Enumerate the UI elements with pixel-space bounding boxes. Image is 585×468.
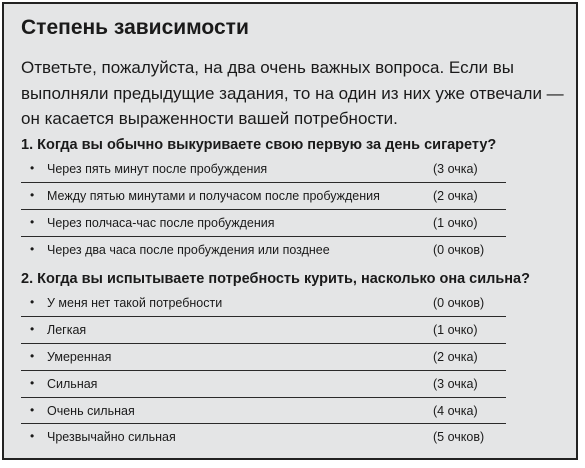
bullet: • <box>30 214 35 229</box>
answer-text: У меня нет такой потребности <box>47 296 223 310</box>
answer-item <box>21 398 506 425</box>
answer-points: (0 очков) <box>433 296 485 310</box>
bullet: • <box>30 375 35 390</box>
answer-points: (1 очко) <box>433 215 478 230</box>
bullet: • <box>30 402 35 417</box>
answer-item <box>21 183 506 210</box>
answer-text: Сильная <box>47 376 98 391</box>
bullet: • <box>30 429 35 444</box>
question-1: 1. Когда вы обычно выкуриваете свою первую за день сигарету? <box>21 137 497 153</box>
answer-item <box>21 210 506 237</box>
answer-item <box>21 371 506 398</box>
answer-item <box>21 317 506 344</box>
answer-list-2 <box>21 290 506 451</box>
answer-item <box>21 156 506 183</box>
answer-points: (5 очков) <box>433 430 485 445</box>
answer-points: (3 очка) <box>433 162 478 176</box>
bullet: • <box>30 348 35 363</box>
dependency-test-card <box>2 2 578 460</box>
question-2: 2. Когда вы испытываете потребность курить, насколько она сильна? <box>21 271 530 287</box>
bullet: • <box>30 241 35 256</box>
answer-points: (2 очка) <box>433 349 478 364</box>
bullet: • <box>30 295 35 309</box>
answer-text: Очень сильная <box>47 403 135 418</box>
answer-text: Через полчаса-час после пробуждения <box>47 215 275 230</box>
answer-item <box>21 424 506 451</box>
answer-text: Через пять минут после пробуждения <box>47 162 268 176</box>
answer-points: (4 очка) <box>433 403 478 418</box>
answer-points: (3 очка) <box>433 376 478 391</box>
answer-text: Между пятью минутами и получасом после пробуждения <box>47 188 380 203</box>
answer-text: Через два часа после пробуждения или позднее <box>47 242 330 257</box>
answer-points: (0 очков) <box>433 242 485 257</box>
answer-points: (2 очка) <box>433 188 478 203</box>
card-title: Степень зависимости <box>21 16 249 39</box>
bullet: • <box>30 187 35 202</box>
answer-text: Умеренная <box>47 349 112 364</box>
answer-item <box>21 237 506 264</box>
answer-points: (1 очко) <box>433 322 478 337</box>
bullet: • <box>30 161 35 175</box>
answer-item <box>21 290 506 317</box>
answer-text: Чрезвычайно сильная <box>47 430 176 445</box>
intro-text: Ответьте, пожалуйста, на два очень важных вопроса. Если вы выполняли предыдущие задания, то на один из них уже отвечали — он касается выраженности вашей потребности. <box>21 58 564 128</box>
bullet: • <box>30 321 35 336</box>
answer-item <box>21 344 506 371</box>
answer-list-1 <box>21 156 506 264</box>
answer-text: Легкая <box>47 322 87 337</box>
